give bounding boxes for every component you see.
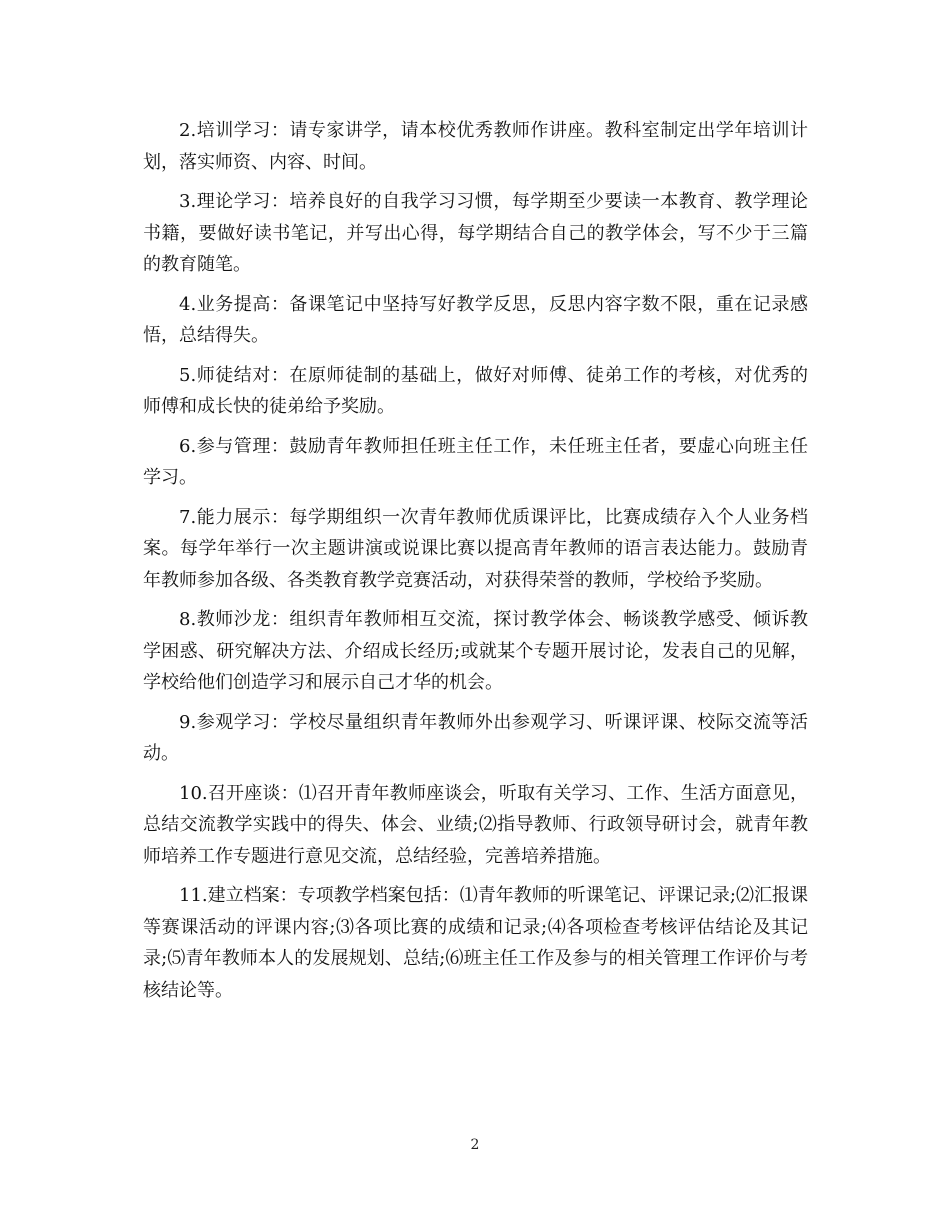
- paragraph-theory-study: 3.理论学习：培养良好的自我学习习惯，每学期至少要读一本教育、教学理论书籍，要做好读书笔记，并写出心得，每学期结合自己的教学体会，写不少于三篇的教育随笔。: [143, 191, 808, 275]
- paragraph-management: 6.参与管理：鼓励青年教师担任班主任工作，未任班主任者，要虚心向班主任学习。: [143, 435, 808, 488]
- paragraph-symposium: 10.召开座谈：⑴召开青年教师座谈会，听取有关学习、工作、生活方面意见，总结交流教学实践中的得失、体会、业绩;⑵指导教师、行政领导研讨会，就青年教师培养工作专题进行意见交流，总结经验，完善培养措施。: [143, 782, 808, 867]
- paragraph-ability-showcase: 7.能力展示：每学期组织一次青年教师优质课评比，比赛成绩存入个人业务档案。每学年举行一次主题讲演或说课比赛以提高青年教师的语言表达能力。鼓励青年教师参加各级、各类教育教学竞赛活动，对获得荣誉的教师，学校给予奖励。: [143, 506, 808, 591]
- paragraph-mentorship: 5.师徒结对：在原师徒制的基础上，做好对师傅、徒弟工作的考核，对优秀的师傅和成长快的徒弟给予奖励。: [143, 364, 808, 417]
- paragraph-teacher-salon: 8.教师沙龙：组织青年教师相互交流，探讨教学体会、畅谈教学感受、倾诉教学困惑、研究解决方法、介绍成长经历;或就某个专题开展讨论，发表自己的见解，学校给他们创造学习和展示自己才华的机会。: [143, 609, 808, 693]
- document-body: [143, 115, 808, 1014]
- page-number: 2: [470, 1137, 480, 1153]
- paragraph-skill-improvement: 4.业务提高：备课笔记中坚持写好教学反思，反思内容字数不限，重在记录感悟，总结得失。: [143, 293, 808, 346]
- paragraph-archives: 11.建立档案：专项教学档案包括：⑴青年教师的听课笔记、评课记录;⑵汇报课等赛课活动的评课内容;⑶各项比赛的成绩和记录;⑷各项检查考核评估结论及其记录;⑸青年教师本人的发展规划、总结;⑹班主任工作及参与的相关管理工作评价与考核结论等。: [143, 885, 808, 1001]
- paragraph-visit-study: 9.参观学习：学校尽量组织青年教师外出参观学习、听课评课、校际交流等活动。: [143, 711, 808, 764]
- paragraph-training: 2.培训学习：请专家讲学，请本校优秀教师作讲座。教科室制定出学年培训计划，落实师资、内容、时间。: [143, 120, 808, 173]
